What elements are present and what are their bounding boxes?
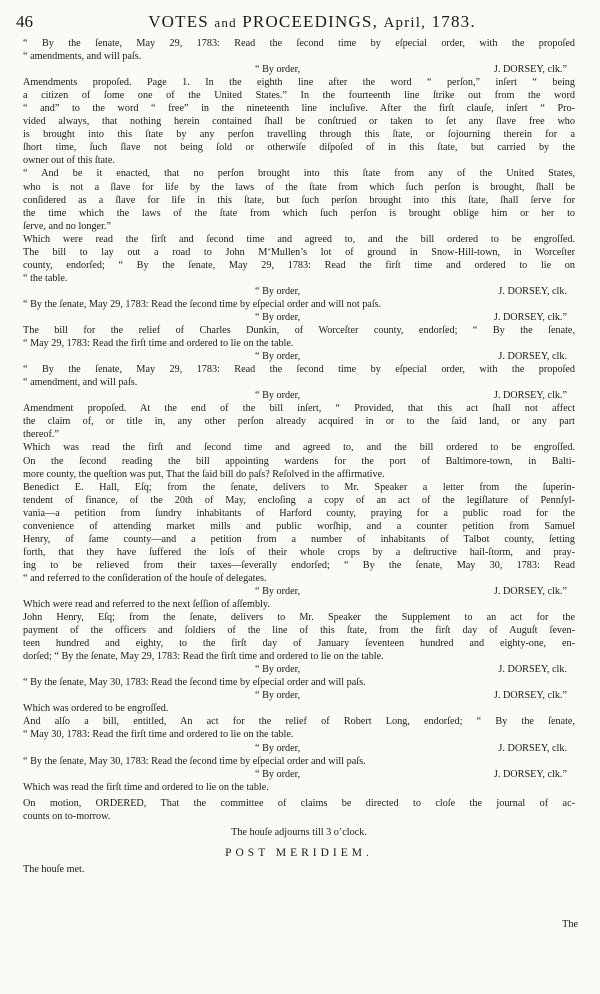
clerk-signature: J. DORSEY, clk.	[498, 664, 567, 676]
text-line: “ and” to the word “ free” in the nineteenth line incluſive. After the firſt clauſe, inſert “ Pro-	[23, 103, 575, 115]
clerk-signature: J. DORSEY, clk.”	[493, 585, 567, 597]
text-line: “ And be it enacted, that no perſon brought into this ſtate from any of the United States,	[23, 168, 575, 180]
text-line: who is not a ſlave for life by the laws of the ſtate from which ſuch perſon is brought, ſhall be	[23, 181, 575, 193]
text-line: Which was read the firſt time and ordered to lie on the table.	[23, 781, 269, 793]
order-signature	[23, 285, 575, 298]
text-line: Amendments propoſed. Page 1. In the eighth line after the word “ perſon,” inſert “ being	[23, 77, 575, 89]
text-line: “ By the ſenate, May 30, 1783: Read the ſecond time by eſpecial order and will paſs.	[23, 755, 366, 767]
text-line: Henry, of ſame county—and a petition from a number of inhabitants of Talbot county, ſetting	[23, 533, 575, 545]
by-order-label: “ By order,	[255, 690, 301, 702]
text-line: “ By the ſenate, May 30, 1783: Read the ſecond time by eſpecial order and will paſs.	[23, 677, 366, 689]
text-line: tendent of finance, of the 20th of May, encloſing a copy of an act of the legiſlature of Pennſyl-	[23, 494, 575, 506]
text-line: The houſe met.	[23, 863, 85, 875]
text-line: ſerve, and no longer.”	[23, 220, 111, 232]
section-heading: POST MERIDIEM.	[225, 846, 373, 859]
text-line: “ May 30, 1783: Read the firſt time and ordered to lie on the table.	[23, 729, 294, 741]
clerk-signature: J. DORSEY, clk.”	[493, 768, 567, 780]
running-title: VOTES and PROCEEDINGS, April, 1783.	[148, 12, 476, 31]
text-line: Which were read the firſt and ſecond time and agreed to, and the bill ordered to be engroſſed.	[23, 233, 575, 245]
text-line: Which was read the firſt and ſecond time and agreed to, and the bill ordered to be engroſſed.	[23, 442, 575, 454]
text-line: “ May 29, 1783: Read the firſt time and ordered to lie on the table.	[23, 338, 294, 350]
by-order-label: “ By order,	[255, 585, 301, 597]
text-line: ſhort time, ſuch ſlave not being ſold or otherwiſe diſpoſed of in this ſtate, but carried by the	[23, 142, 575, 154]
by-order-label: “ By order,	[255, 311, 301, 323]
order-signature	[23, 663, 575, 676]
clerk-signature: J. DORSEY, clk.	[498, 742, 567, 754]
text-line: payment of the officers and ſoldiers of the line of this ſtate, from the firſt day of Auguſt ſeven-	[23, 625, 575, 637]
by-order-label: “ By order,	[255, 285, 301, 297]
text-line: dorſed; “ By the ſenate, May 29, 1783: Read the firſt time and ordered to lie on the table.	[23, 651, 384, 663]
by-order-label: “ By order,	[255, 742, 301, 754]
text-line: “ and referred to the conſideration of the houſe of delegates.	[23, 572, 267, 584]
text-line: conſidered as a ſlave for life in this ſtate, but ſuch perſon brought into this ſtate, ſhall ſerve for	[23, 194, 575, 206]
text-line: is brought into this ſtate by any perſon travelling through this ſtate, or ſojourning therein for a	[23, 129, 575, 141]
text-line: “ By the ſenate, May 29, 1783: Read the ſecond time by eſpecial order, with the propoſed	[23, 364, 575, 376]
text-line: John Henry, Eſq; from the ſenate, delivers to Mr. Speaker the Supplement to an act for the	[23, 612, 575, 624]
text-line: Which were read and referred to the next ſeſſion of aſſembly.	[23, 599, 270, 611]
text-line: “ amendment, and will paſs.	[23, 377, 138, 389]
text-line: vania—a petition from ſundry inhabitants of Harford county, praying for a public road for the	[23, 507, 575, 519]
clerk-signature: J. DORSEY, clk.”	[493, 64, 567, 76]
order-signature	[23, 585, 575, 598]
text-line: On the ſecond reading the bill appointing wardens for the port of Baltimore-town, in Balti-	[23, 455, 575, 467]
journal-text	[23, 37, 575, 876]
text-line: teen hundred and eighty, to the firſt day of January ſeventeen hundred and eighty-one, en-	[23, 638, 575, 650]
order-signature	[23, 63, 575, 76]
text-line: vided always, that nothing herein contained ſhall be conſtrued or taken to ſet any ſlave free who	[23, 116, 575, 128]
text-line: Amendment propoſed. At the end of the bill inſert, “ Provided, that this act ſhall not affect	[23, 403, 575, 415]
text-line: owner out of this ſtate.	[23, 155, 115, 167]
text-line: Which was ordered to be engroſſed.	[23, 703, 169, 715]
text-line: a citizen of ſome one of the United States.” In the fourteenth line ſtrike out from the word	[23, 90, 575, 102]
text-line: “ the table.	[23, 272, 68, 284]
centered-line: The houſe adjourns till 3 o’clock.	[231, 826, 367, 838]
order-signature	[23, 689, 575, 702]
text-line: county, endorſed; “ By the ſenate, May 29, 1783: Read the firſt time and ordered to lie on	[23, 259, 575, 271]
text-line: more county, the queſtion was put, That the ſaid bill do paſs? Reſolved in the affirmative.	[23, 468, 385, 480]
text-line: And alſo a bill, entitled, An act for the relief of Robert Long, endorſed; “ By the ſenate,	[23, 716, 575, 728]
text-line: ing to be relieved from their taxes—ſeverally endorſed; “ By the ſenate, May 30, 1783: Read	[23, 559, 575, 571]
by-order-label: “ By order,	[255, 64, 301, 76]
text-line: convenience of attending market mills and public worſhip, and a counter petition from Samuel	[23, 520, 575, 532]
order-signature	[23, 311, 575, 324]
text-line: the time which the laws of the ſtate from which ſuch perſon is brought oblige him or her to	[23, 207, 575, 219]
text-line: counts on to-morrow.	[23, 810, 111, 822]
text-line: Benedict E. Hall, Eſq; from the ſenate, delivers to Mr. Speaker a letter from the ſuperin-	[23, 481, 575, 493]
by-order-label: “ By order,	[255, 390, 301, 402]
clerk-signature: J. DORSEY, clk.”	[493, 690, 567, 702]
text-line: “ amendments, and will paſs.	[23, 51, 142, 63]
clerk-signature: J. DORSEY, clk.	[498, 351, 567, 363]
text-line: The bill for the relief of Charles Dunkin, of Worceſter county, endorſed; “ By the ſenate,	[23, 325, 575, 337]
clerk-signature: J. DORSEY, clk.”	[493, 390, 567, 402]
by-order-label: “ By order,	[255, 664, 301, 676]
text-line: On motion, ORDERED, That the committee of claims be directed to cloſe the journal of ac-	[23, 797, 575, 809]
order-signature	[23, 742, 575, 755]
catchword: The	[562, 919, 578, 930]
by-order-label: “ By order,	[255, 768, 301, 780]
text-line: “ By the ſenate, May 29, 1783: Read the ſecond time by eſpecial order and will not paſs.	[23, 298, 382, 310]
order-signature	[23, 768, 575, 781]
text-line: forth, that they have ſuffered the loſs of their whole crops by a deſtructive hail-ſtorm, and pray-	[23, 546, 575, 558]
text-line: the claim of, or title in, any other perſon already acquired in or to the ſaid land, or any part	[23, 416, 575, 428]
order-signature	[23, 389, 575, 402]
text-line: The bill to lay out a road to John M‘Mullen’s lot of ground in Snow-Hill-town, in Worceſter	[23, 246, 575, 258]
order-signature	[23, 350, 575, 363]
clerk-signature: J. DORSEY, clk.	[498, 285, 567, 297]
text-line: “ By the ſenate, May 29, 1783: Read the ſecond time by eſpecial order, with the propoſed	[23, 38, 575, 49]
page-number: 46	[16, 12, 33, 31]
by-order-label: “ By order,	[255, 351, 301, 363]
running-header	[16, 12, 578, 32]
clerk-signature: J. DORSEY, clk.”	[493, 311, 567, 323]
text-line: thereof.”	[23, 429, 59, 441]
